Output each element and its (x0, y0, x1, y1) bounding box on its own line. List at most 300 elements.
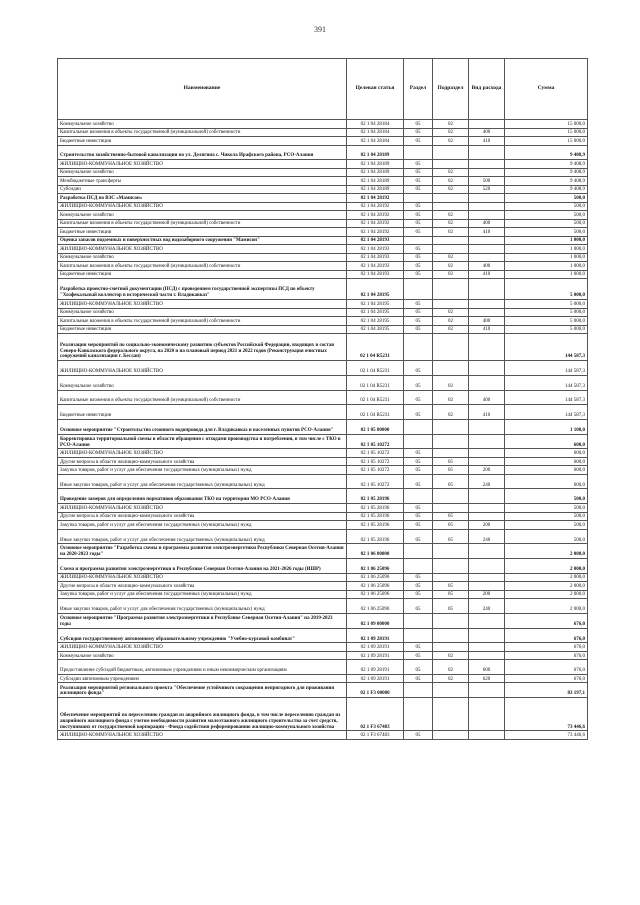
cell-sum: 144 587,3 (505, 390, 588, 405)
cell-type (469, 211, 505, 220)
cell-sum: 9 408,9 (505, 145, 588, 160)
cell-type (469, 613, 505, 628)
cell-subsection (433, 643, 469, 652)
cell-type: 400 (469, 219, 505, 228)
cell-type (469, 194, 505, 203)
cell-target: 02 1 09 28191 (347, 660, 404, 675)
cell-type: 240 (469, 599, 505, 614)
cell-section: 05 (404, 168, 433, 177)
table-row (58, 177, 588, 186)
cell-target: 02 1 04 28189 (347, 185, 404, 194)
cell-name: Основное мероприятие "Разработка схемы и программы развития электроэнергетики Республики Северная Осетия-Алания на 2020-2023 годы" (58, 544, 347, 559)
cell-sum: 9 408,9 (505, 185, 588, 194)
cell-target: 02 1 04 28192 (347, 202, 404, 211)
cell-sum: 676,0 (505, 674, 588, 683)
cell-name: Иные закупки товаров, работ и услуг для обеспечения государственных (муниципальных) нужд (58, 529, 347, 544)
table-row (58, 334, 588, 361)
cell-subsection: 05 (433, 599, 469, 614)
cell-section: 05 (404, 573, 433, 582)
cell-subsection (433, 698, 469, 731)
table-row (58, 643, 588, 652)
cell-target: 02 1 04 28195 (347, 308, 404, 317)
table-row (58, 194, 588, 203)
table-row (58, 474, 588, 489)
cell-sum: 676,0 (505, 628, 588, 643)
cell-target: 02 1 04 28192 (347, 211, 404, 220)
table-row (58, 317, 588, 326)
table-row (58, 457, 588, 466)
cell-subsection: 02 (433, 270, 469, 279)
cell-type: 620 (469, 674, 505, 683)
cell-type (469, 698, 505, 731)
cell-target: 02 1 04 28193 (347, 270, 404, 279)
cell-name: ЖИЛИЩНО-КОММУНАЛЬНОЕ ХОЗЯЙСТВО (58, 300, 347, 309)
cell-type (469, 651, 505, 660)
cell-type (469, 308, 505, 317)
cell-sum: 15 000,0 (505, 128, 588, 137)
table-row (58, 202, 588, 211)
cell-type (469, 236, 505, 245)
cell-section (404, 279, 433, 300)
cell-name: Оценка запасов подземных и поверхностных вод водозаборного сооружения "Мамисон" (58, 236, 347, 245)
cell-type: 240 (469, 529, 505, 544)
table-row (58, 160, 588, 169)
cell-type (469, 120, 505, 129)
table-row (58, 253, 588, 262)
cell-target: 02 1 04 R5231 (347, 361, 404, 376)
cell-type: 240 (469, 474, 505, 489)
cell-subsection (433, 573, 469, 582)
cell-subsection (433, 613, 469, 628)
cell-sum: 600,0 (505, 449, 588, 458)
table-row (58, 512, 588, 521)
cell-name: Коммунальное хозяйство (58, 211, 347, 220)
cell-target: 02 1 06 25096 (347, 573, 404, 582)
cell-subsection (433, 504, 469, 513)
table-row (58, 325, 588, 334)
cell-sum: 5 000,0 (505, 325, 588, 334)
cell-target: 02 1 04 28184 (347, 137, 404, 146)
cell-name: Реализация мероприятий по социально-экономическому развитию субъектов Российской Федерации, входящих в состав Северо-Кавказского федерального округа, на 2020 и на плановый период 2021 и 2022 годов (Реконструкция очистных сооружений канализации г. Беслан) (58, 334, 347, 361)
cell-section: 05 (404, 202, 433, 211)
cell-subsection (433, 361, 469, 376)
table-row (58, 731, 588, 740)
table-row (58, 698, 588, 731)
cell-sum: 73 446,6 (505, 698, 588, 731)
cell-sum: 2 000,0 (505, 590, 588, 599)
cell-type: 410 (469, 405, 505, 420)
cell-sum: 600,0 (505, 474, 588, 489)
cell-target: 02 1 05 28196 (347, 521, 404, 530)
cell-target: 02 1 06 25096 (347, 582, 404, 591)
cell-subsection (433, 194, 469, 203)
cell-name: Другие вопросы в области жилищно-коммунального хозяйства (58, 582, 347, 591)
table-row (58, 573, 588, 582)
cell-subsection (433, 334, 469, 361)
cell-sum: 500,0 (505, 211, 588, 220)
cell-sum: 500,0 (505, 219, 588, 228)
cell-sum: 144 587,3 (505, 334, 588, 361)
cell-section: 05 (404, 643, 433, 652)
cell-target: 02 1 05 10272 (347, 449, 404, 458)
table-row (58, 137, 588, 146)
cell-name: Коммунальное хозяйство (58, 651, 347, 660)
cell-target: 02 1 04 28189 (347, 145, 404, 160)
cell-type (469, 559, 505, 574)
cell-target: 02 1 06 25096 (347, 590, 404, 599)
cell-subsection: 02 (433, 390, 469, 405)
cell-section: 05 (404, 177, 433, 186)
cell-subsection (433, 683, 469, 698)
cell-name: Иные закупки товаров, работ и услуг для обеспечения государственных (муниципальных) нужд (58, 599, 347, 614)
cell-type (469, 202, 505, 211)
cell-name: Разработка ПСД по ВЗС «Мамисон» (58, 194, 347, 203)
cell-name: Закупка товаров, работ и услуг для обеспечения государственных (муниципальных) нужд (58, 590, 347, 599)
cell-sum: 5 000,0 (505, 317, 588, 326)
cell-section (404, 544, 433, 559)
cell-target: 02 1 04 28192 (347, 228, 404, 237)
cell-target: 02 1 F3 67483 (347, 731, 404, 740)
cell-subsection (433, 279, 469, 300)
cell-section: 05 (404, 137, 433, 146)
cell-sum: 676,0 (505, 643, 588, 652)
cell-sum: 144 587,3 (505, 405, 588, 420)
cell-subsection: 02 (433, 660, 469, 675)
cell-section (404, 194, 433, 203)
cell-sum: 9 408,9 (505, 177, 588, 186)
cell-sum: 83 197,1 (505, 683, 588, 698)
cell-sum: 2 000,0 (505, 559, 588, 574)
cell-target: 02 1 05 28196 (347, 529, 404, 544)
cell-section: 05 (404, 731, 433, 740)
cell-subsection: 02 (433, 317, 469, 326)
cell-section: 05 (404, 308, 433, 317)
cell-name: Корректировка территориальной схемы в области обращения с отходами производства и потребления, в том числе с ТКО в РСО-Алания (58, 434, 347, 449)
cell-type (469, 544, 505, 559)
cell-name: ЖИЛИЩНО-КОММУНАЛЬНОЕ ХОЗЯЙСТВО (58, 449, 347, 458)
cell-subsection (433, 145, 469, 160)
cell-subsection: 05 (433, 521, 469, 530)
cell-section: 05 (404, 185, 433, 194)
cell-type (469, 279, 505, 300)
cell-subsection: 02 (433, 120, 469, 129)
table-row (58, 434, 588, 449)
cell-type (469, 434, 505, 449)
table-row (58, 375, 588, 390)
cell-target: 02 1 05 10272 (347, 457, 404, 466)
cell-subsection: 02 (433, 308, 469, 317)
cell-type: 410 (469, 325, 505, 334)
cell-type: 400 (469, 317, 505, 326)
cell-subsection: 05 (433, 529, 469, 544)
cell-sum: 9 408,9 (505, 168, 588, 177)
cell-sum: 500,0 (505, 202, 588, 211)
cell-type (469, 457, 505, 466)
cell-sum: 500,0 (505, 489, 588, 504)
cell-section: 05 (404, 270, 433, 279)
cell-type (469, 245, 505, 254)
cell-subsection (433, 300, 469, 309)
cell-name: ЖИЛИЩНО-КОММУНАЛЬНОЕ ХОЗЯЙСТВО (58, 245, 347, 254)
cell-section (404, 559, 433, 574)
cell-target: 02 1 04 28189 (347, 160, 404, 169)
cell-name: Субсидии автономным учреждениям (58, 674, 347, 683)
cell-section: 05 (404, 529, 433, 544)
cell-type (469, 168, 505, 177)
table-row (58, 308, 588, 317)
cell-section: 05 (404, 128, 433, 137)
cell-subsection: 02 (433, 168, 469, 177)
budget-table (57, 58, 588, 740)
cell-section (404, 236, 433, 245)
table-row (58, 683, 588, 698)
cell-name: ЖИЛИЩНО-КОММУНАЛЬНОЕ ХОЗЯЙСТВО (58, 573, 347, 582)
cell-sum: 500,0 (505, 529, 588, 544)
cell-type (469, 145, 505, 160)
header-type: Вид расхода (469, 59, 505, 120)
cell-subsection (433, 544, 469, 559)
cell-sum: 676,0 (505, 660, 588, 675)
cell-target: 02 1 04 R5231 (347, 405, 404, 420)
cell-target: 02 1 04 28195 (347, 325, 404, 334)
header-target: Целевая статья (347, 59, 404, 120)
cell-sum: 1 000,0 (505, 245, 588, 254)
cell-section (404, 419, 433, 434)
cell-section: 05 (404, 228, 433, 237)
cell-subsection: 02 (433, 674, 469, 683)
cell-target: 02 1 04 R5231 (347, 334, 404, 361)
cell-section: 05 (404, 521, 433, 530)
cell-name: Закупка товаров, работ и услуг для обеспечения государственных (муниципальных) нужд (58, 521, 347, 530)
cell-sum: 1 000,0 (505, 270, 588, 279)
header-subsection: Подраздел (433, 59, 469, 120)
table-row (58, 120, 588, 129)
cell-sum: 1 000,0 (505, 262, 588, 271)
cell-target: 02 1 04 28195 (347, 300, 404, 309)
cell-section (404, 683, 433, 698)
cell-subsection: 02 (433, 325, 469, 334)
cell-section: 05 (404, 262, 433, 271)
cell-subsection (433, 628, 469, 643)
cell-type: 410 (469, 137, 505, 146)
cell-subsection: 05 (433, 466, 469, 475)
cell-sum: 500,0 (505, 228, 588, 237)
cell-subsection (433, 202, 469, 211)
cell-name: Коммунальное хозяйство (58, 375, 347, 390)
cell-section: 05 (404, 405, 433, 420)
cell-type (469, 419, 505, 434)
cell-name: Коммунальное хозяйство (58, 308, 347, 317)
cell-target: 02 1 05 10272 (347, 474, 404, 489)
cell-type (469, 573, 505, 582)
table-row (58, 582, 588, 591)
cell-section: 05 (404, 160, 433, 169)
cell-sum: 500,0 (505, 194, 588, 203)
cell-type (469, 253, 505, 262)
cell-name: Предоставление субсидий бюджетным, автономным учреждениям и иным некоммерческим организациям (58, 660, 347, 675)
header-name: Наименование (58, 59, 347, 120)
cell-section: 05 (404, 582, 433, 591)
cell-name: Схема и программа развития электроэнергетики в Республике Северная Осетия-Алания на 2021-2026 годы (ИШР) (58, 559, 347, 574)
table-row (58, 185, 588, 194)
cell-sum: 5 000,0 (505, 279, 588, 300)
cell-name: Субсидии (58, 185, 347, 194)
cell-type (469, 731, 505, 740)
cell-sum: 144 587,3 (505, 361, 588, 376)
cell-name: Разработка проектно-сметной документации (ПСД) с проведением государственной экспертизы ПСД по объекту "Хозфекальный коллектор в исторической части г. Владикавказ" (58, 279, 347, 300)
cell-name: Бюджетные инвестиции (58, 270, 347, 279)
table-row (58, 529, 588, 544)
cell-section: 05 (404, 211, 433, 220)
table-row (58, 590, 588, 599)
cell-subsection: 02 (433, 177, 469, 186)
cell-subsection: 02 (433, 375, 469, 390)
cell-section: 05 (404, 590, 433, 599)
cell-name: Коммунальное хозяйство (58, 120, 347, 129)
cell-target: 02 1 06 00000 (347, 544, 404, 559)
cell-sum: 144 587,3 (505, 375, 588, 390)
cell-subsection: 02 (433, 651, 469, 660)
cell-subsection: 02 (433, 128, 469, 137)
cell-section: 05 (404, 466, 433, 475)
cell-sum: 15 000,0 (505, 137, 588, 146)
cell-name: Коммунальное хозяйство (58, 253, 347, 262)
cell-subsection: 02 (433, 219, 469, 228)
cell-sum: 73 446,6 (505, 731, 588, 740)
cell-target: 02 1 05 10272 (347, 466, 404, 475)
cell-sum: 600,0 (505, 466, 588, 475)
cell-type (469, 683, 505, 698)
cell-subsection (433, 160, 469, 169)
cell-section: 05 (404, 660, 433, 675)
table-row (58, 660, 588, 675)
cell-name: Бюджетные инвестиции (58, 405, 347, 420)
cell-subsection (433, 245, 469, 254)
cell-name: Иные закупки товаров, работ и услуг для обеспечения государственных (муниципальных) нужд (58, 474, 347, 489)
cell-section (404, 628, 433, 643)
cell-sum: 15 000,0 (505, 120, 588, 129)
cell-type (469, 160, 505, 169)
cell-sum: 2 000,0 (505, 573, 588, 582)
cell-sum: 9 408,9 (505, 160, 588, 169)
cell-section: 05 (404, 651, 433, 660)
cell-subsection: 02 (433, 253, 469, 262)
cell-target: 02 1 09 28191 (347, 628, 404, 643)
cell-subsection: 02 (433, 228, 469, 237)
table-row (58, 228, 588, 237)
cell-section (404, 489, 433, 504)
cell-name: ЖИЛИЩНО-КОММУНАЛЬНОЕ ХОЗЯЙСТВО (58, 731, 347, 740)
cell-subsection: 05 (433, 512, 469, 521)
table-row (58, 419, 588, 434)
cell-type: 410 (469, 270, 505, 279)
cell-target: 02 1 09 28191 (347, 651, 404, 660)
cell-type: 200 (469, 466, 505, 475)
cell-target: 02 1 05 28196 (347, 504, 404, 513)
cell-target: 02 1 05 28196 (347, 489, 404, 504)
cell-name: ЖИЛИЩНО-КОММУНАЛЬНОЕ ХОЗЯЙСТВО (58, 361, 347, 376)
cell-sum: 1 000,0 (505, 236, 588, 245)
cell-target: 02 1 04 28189 (347, 168, 404, 177)
table-row (58, 544, 588, 559)
cell-type: 500 (469, 177, 505, 186)
cell-sum: 676,0 (505, 651, 588, 660)
cell-section: 05 (404, 474, 433, 489)
cell-subsection: 05 (433, 474, 469, 489)
cell-sum: 500,0 (505, 504, 588, 513)
cell-type: 200 (469, 590, 505, 599)
cell-name: Бюджетные инвестиции (58, 228, 347, 237)
table-row (58, 219, 588, 228)
cell-name: ЖИЛИЩНО-КОММУНАЛЬНОЕ ХОЗЯЙСТВО (58, 504, 347, 513)
cell-name: Субсидия государственному автономному образовательному учреждению "Учебно-курсовой комбинат" (58, 628, 347, 643)
table-header-row (58, 59, 588, 120)
cell-subsection: 02 (433, 185, 469, 194)
cell-sum: 2 000,0 (505, 582, 588, 591)
cell-sum: 500,0 (505, 521, 588, 530)
cell-sum: 5 000,0 (505, 300, 588, 309)
cell-subsection: 05 (433, 582, 469, 591)
cell-target: 02 1 06 25096 (347, 559, 404, 574)
cell-sum: 1 000,0 (505, 253, 588, 262)
cell-target: 02 1 04 28184 (347, 128, 404, 137)
cell-section (404, 334, 433, 361)
cell-target: 02 1 04 28192 (347, 194, 404, 203)
cell-section (404, 613, 433, 628)
cell-target: 02 1 04 28193 (347, 236, 404, 245)
cell-section: 05 (404, 390, 433, 405)
cell-name: ЖИЛИЩНО-КОММУНАЛЬНОЕ ХОЗЯЙСТВО (58, 643, 347, 652)
cell-name: Межбюджетные трансферты (58, 177, 347, 186)
cell-target: 02 1 04 28195 (347, 317, 404, 326)
cell-sum: 600,0 (505, 457, 588, 466)
table-row (58, 361, 588, 376)
cell-name: Проведение замеров для определения нормативов образования ТКО на территории МО РСО-Алания (58, 489, 347, 504)
cell-sum: 1 100,0 (505, 419, 588, 434)
cell-type (469, 361, 505, 376)
cell-target: 02 1 04 28192 (347, 219, 404, 228)
table-row (58, 559, 588, 574)
table-row (58, 466, 588, 475)
cell-section: 05 (404, 457, 433, 466)
table-row (58, 168, 588, 177)
cell-subsection (433, 434, 469, 449)
header-section: Раздел (404, 59, 433, 120)
cell-subsection: 02 (433, 211, 469, 220)
cell-section: 05 (404, 245, 433, 254)
cell-sum: 2 000,0 (505, 599, 588, 614)
cell-target: 02 1 04 28195 (347, 279, 404, 300)
cell-section: 05 (404, 504, 433, 513)
cell-name: Обеспечение мероприятий по переселению граждан из аварийного жилищного фонда, в том числе переселению граждан из аварийного жилищного фонда с учетом необходимости развития малоэтажного жилищного строительства за счет средств, поступивших от государственной корпорации - Фонда содействия реформированию жилищно-коммунального хозяйства (58, 698, 347, 731)
cell-name: Реализация мероприятий регионального проекта "Обеспечение устойчивого сокращения непригодного для проживания жилищного фонда" (58, 683, 347, 698)
cell-type (469, 643, 505, 652)
table-row (58, 405, 588, 420)
table-row (58, 145, 588, 160)
cell-type: 410 (469, 228, 505, 237)
cell-section: 05 (404, 674, 433, 683)
cell-section (404, 145, 433, 160)
cell-name: Другие вопросы в области жилищно-коммунального хозяйства (58, 512, 347, 521)
table-row (58, 449, 588, 458)
cell-type: 400 (469, 390, 505, 405)
cell-subsection: 02 (433, 262, 469, 271)
cell-name: Основное мероприятие "Строительство сезонного водопровода для г. Владикавказ и населенных пунктов РСО-Алания" (58, 419, 347, 434)
cell-target: 02 1 04 R5231 (347, 375, 404, 390)
cell-target: 02 1 09 00000 (347, 613, 404, 628)
cell-sum: 5 000,0 (505, 308, 588, 317)
cell-subsection (433, 731, 469, 740)
